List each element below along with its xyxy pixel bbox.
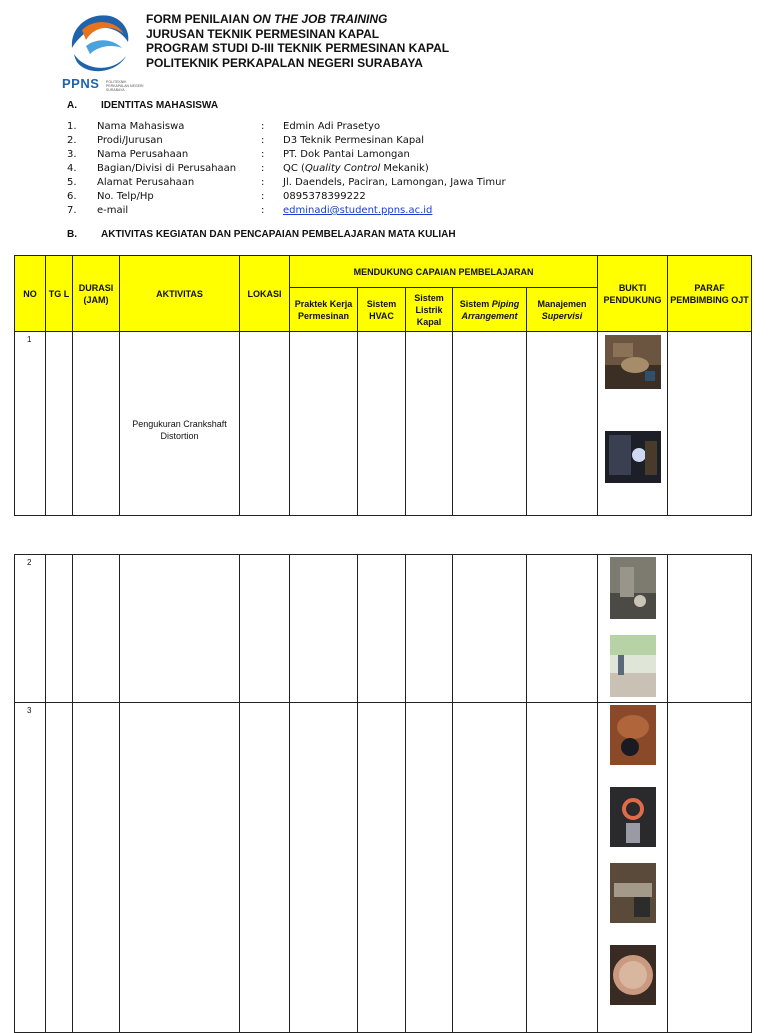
col-header-bukti: BUKTI PENDUKUNG — [598, 256, 668, 332]
logo-subtext: POLITEKNIK PERKAPALAN NEGERI SURABAYA — [106, 80, 144, 92]
table-row — [15, 555, 752, 703]
header-line-1: FORM PENILAIAN ON THE JOB TRAINING — [146, 12, 388, 26]
cell-aktivitas: Pengukuran Crankshaft Distortion — [120, 332, 240, 516]
col-header-no: NO — [15, 256, 46, 332]
col-header-tgl: TG L — [46, 256, 73, 332]
row-number: 3 — [15, 703, 46, 1033]
col-header-listrik: Sistem Listrik Kapal — [406, 288, 453, 332]
cell-lokasi — [240, 555, 290, 703]
evidence-photo — [610, 863, 656, 923]
cell-bukti — [598, 332, 668, 516]
cell-praktek — [290, 332, 358, 516]
cell-piping — [453, 332, 527, 516]
cell-bukti — [598, 703, 668, 1033]
row-number: 2 — [15, 555, 46, 703]
cell-listrik — [406, 332, 453, 516]
cell-lokasi — [240, 703, 290, 1033]
cell-aktivitas — [120, 703, 240, 1033]
cell-tgl — [46, 555, 73, 703]
document-header — [146, 12, 449, 70]
table-row — [15, 332, 752, 516]
col-header-lokasi: LOKASI — [240, 256, 290, 332]
row-number: 1 — [15, 332, 46, 516]
cell-lokasi — [240, 332, 290, 516]
col-header-manajemen: Manajemen Supervisi — [527, 288, 598, 332]
evidence-photo — [610, 945, 656, 1005]
cell-aktivitas — [120, 555, 240, 703]
evidence-photo — [610, 557, 656, 619]
cell-praktek — [290, 703, 358, 1033]
col-header-mendukung: MENDUKUNG CAPAIAN PEMBELAJARAN — [290, 256, 598, 288]
cell-hvac — [358, 555, 406, 703]
evidence-photo — [605, 431, 661, 483]
cell-manajemen — [527, 555, 598, 703]
cell-tgl — [46, 703, 73, 1033]
email-link[interactable]: edminadi@student.ppns.ac.id — [283, 205, 433, 216]
cell-bukti — [598, 555, 668, 703]
header-line-2: JURUSAN TEKNIK PERMESINAN KAPAL — [146, 26, 380, 41]
cell-paraf — [668, 332, 752, 516]
cell-durasi — [73, 703, 120, 1033]
section-a-heading: A. IDENTITAS MAHASISWA — [67, 100, 219, 111]
activity-table-1 — [14, 255, 752, 516]
evidence-photo — [610, 705, 656, 765]
activity-table-2 — [14, 554, 752, 1033]
cell-durasi — [73, 555, 120, 703]
evidence-photo — [610, 635, 656, 697]
cell-manajemen — [527, 703, 598, 1033]
cell-paraf — [668, 703, 752, 1033]
cell-durasi — [73, 332, 120, 516]
col-header-piping: Sistem Piping Arrangement — [453, 288, 527, 332]
col-header-hvac: Sistem HVAC — [358, 288, 406, 332]
header-line-3: PROGRAM STUDI D-III TEKNIK PERMESINAN KAPAL — [146, 41, 450, 55]
logo-wordmark: PPNS — [62, 76, 100, 91]
cell-tgl — [46, 332, 73, 516]
cell-paraf — [668, 555, 752, 703]
cell-listrik — [406, 703, 453, 1033]
col-header-paraf: PARAF PEMBIMBING OJT — [668, 256, 752, 332]
cell-piping — [453, 555, 527, 703]
cell-praktek — [290, 555, 358, 703]
cell-manajemen — [527, 332, 598, 516]
cell-hvac — [358, 703, 406, 1033]
evidence-photo — [610, 787, 656, 847]
table-row — [15, 703, 752, 1033]
cell-listrik — [406, 555, 453, 703]
col-header-praktek: Praktek Kerja Permesinan — [290, 288, 358, 332]
cell-hvac — [358, 332, 406, 516]
ppns-swirl-icon — [60, 8, 138, 78]
col-header-aktivitas: AKTIVITAS — [120, 256, 240, 332]
cell-piping — [453, 703, 527, 1033]
section-b-heading: B. AKTIVITAS KEGIATAN DAN PENCAPAIAN PEMBELAJARAN MATA KULIAH — [67, 229, 456, 240]
col-header-durasi: DURASI (JAM) — [73, 256, 120, 332]
header-line-4: POLITEKNIK PERKAPALAN NEGERI SURABAYA — [146, 55, 423, 70]
evidence-photo — [605, 335, 661, 389]
